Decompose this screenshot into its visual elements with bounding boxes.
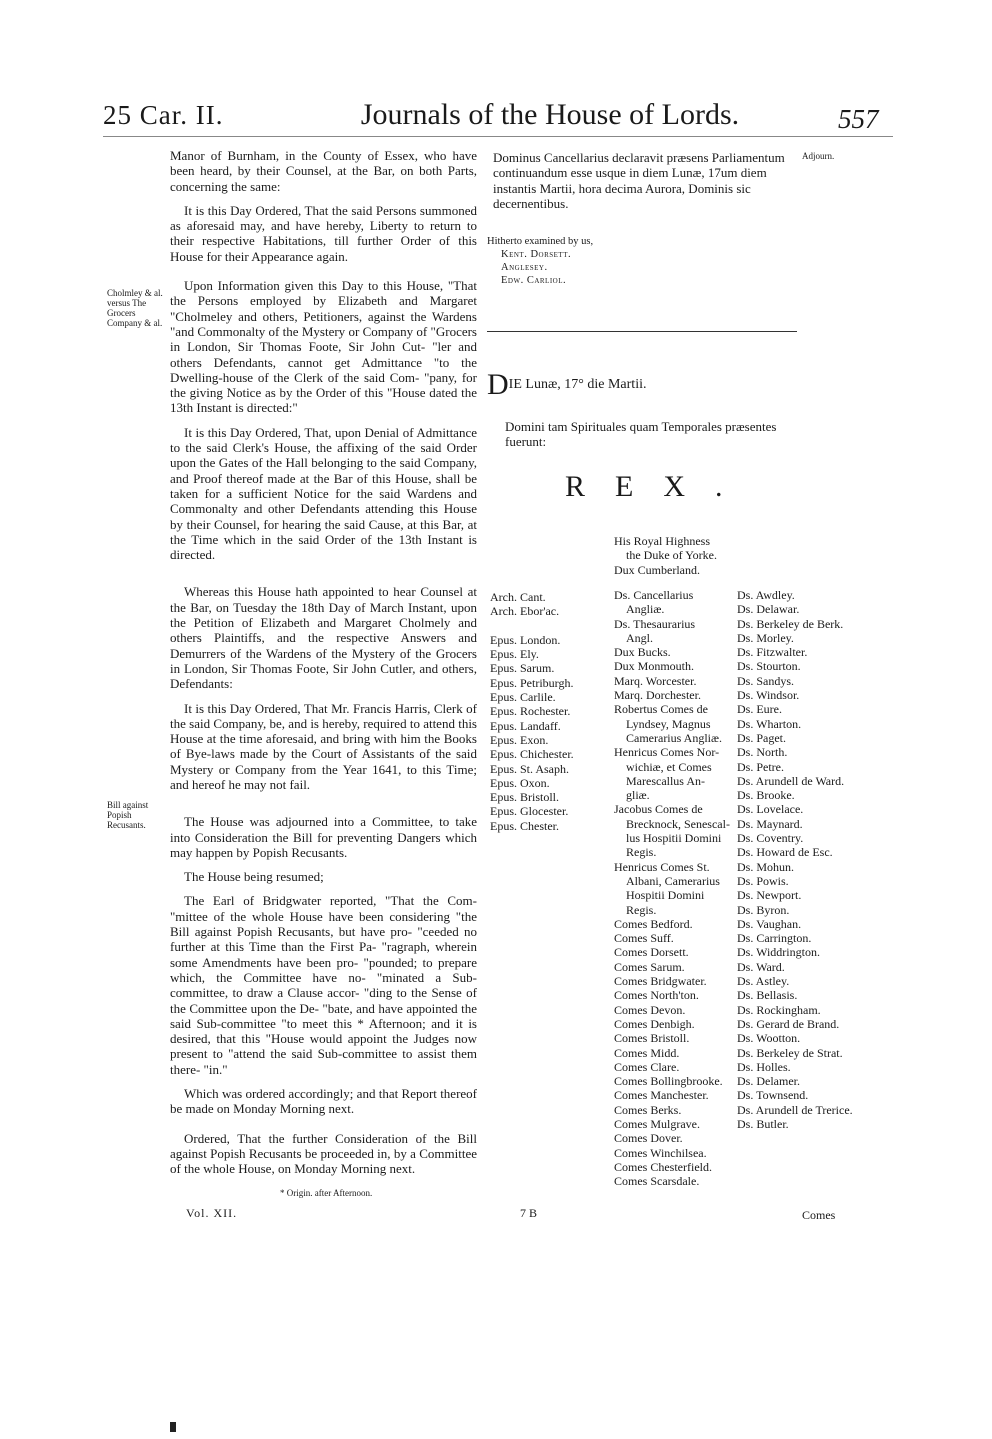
- attendee-line: Arch. Cant.: [490, 590, 546, 604]
- attendee-line: Robertus Comes de: [614, 702, 708, 717]
- paragraph: Ordered, That the further Consideration of the Bill against Popish Recusants be proceeded in, by a Committee of the whole House, on Monday Morning next.: [170, 1130, 477, 1177]
- attendee-line: Epus. Landaff.: [490, 718, 561, 733]
- attendee-line: Epus. Ely.: [490, 647, 539, 662]
- running-head-title: Journals of the House of Lords.: [360, 98, 740, 131]
- officers-earls-list: [614, 588, 739, 1188]
- attendee-line: Angliæ.: [626, 602, 665, 617]
- page-number: 557: [838, 104, 879, 134]
- attendee-line: Comes Bollingbrooke.: [614, 1074, 723, 1089]
- attendee-line: Comes Chesterfield.: [614, 1159, 712, 1174]
- attendee-line: Comes Winchilsea.: [614, 1145, 707, 1160]
- attendee-line: Ds. Delamer.: [737, 1074, 800, 1089]
- attendee-line: Comes Dover.: [614, 1131, 683, 1146]
- running-head-left: 25 Car. II.: [103, 100, 224, 130]
- left-column: [170, 148, 477, 1186]
- attendee-line: Ds. Butler.: [737, 1116, 789, 1131]
- volume-label: Vol. XII.: [186, 1206, 238, 1220]
- attendee-line: Comes Bedford.: [614, 916, 693, 931]
- paragraph: Which was ordered accordingly; and that Report thereof be made on Monday Morning next.: [170, 1086, 477, 1117]
- attendee-line: Ds. Gerard de Brand.: [737, 1016, 840, 1031]
- attendee-line: wichiæ, et Comes: [626, 759, 712, 774]
- attendee-line: Ds. Wootton.: [737, 1031, 801, 1046]
- barons-list: [737, 588, 853, 1131]
- margin-note-bill: Bill against Popish Recusants.: [107, 800, 149, 830]
- attendee-line: Ds. Townsend.: [737, 1088, 809, 1103]
- domini-line: Domini tam Spirituales quam Temporales præsentes fuerunt:: [505, 419, 777, 449]
- attendee-line: Epus. Oxon.: [490, 775, 550, 790]
- attendee-line: [490, 619, 574, 633]
- attendee-line: Epus. St. Asaph.: [490, 761, 570, 776]
- paragraph: The House being resumed;: [184, 869, 324, 885]
- attendee-line: Epus. Carlile.: [490, 690, 556, 705]
- attendee-line: Ds. Eure.: [737, 702, 782, 717]
- attendee-line: Comes Clare.: [614, 1059, 680, 1074]
- footnote: * Origin. after Afternoon.: [280, 1188, 373, 1198]
- attendee-line: Comes Denbigh.: [614, 1016, 695, 1031]
- attendee-line: Ds. Brooke.: [737, 788, 795, 803]
- paragraph: Upon Information given this Day to this House, "That the Persons employed by Elizabeth and Margaret "Cholmeley and others, Petitioners, against the Wardens "and Commonalty of the Mystery or Company of "Grocers in London, Sir Thomas Foote, Sir John Cut- "ler and others Defendants, cannot get Admittance "to the Dwelling-house of the Clerk of the said Com- "pany, for the giving Notice as by the Order of this "House dated the 13th Instant is directed:": [170, 278, 477, 416]
- attendee-line: Ds. Morley.: [737, 630, 794, 645]
- attendee-line: Epus. Bristoll.: [490, 790, 560, 805]
- attendee-line: Dux Monmouth.: [614, 659, 695, 674]
- attendee-line: Comes Midd.: [614, 1045, 680, 1060]
- attendee-line: lus Hospitii Domini: [626, 831, 722, 846]
- attendee-line: Ds. Berkeley de Strat.: [737, 1045, 843, 1060]
- attendee-line: Comes Sarum.: [614, 959, 685, 974]
- attendee-line: the Duke of Yorke.: [626, 548, 717, 563]
- attendee-line: Ds. Powis.: [737, 873, 789, 888]
- attendee-line: Henricus Comes St.: [614, 859, 710, 874]
- attendee-line: Henricus Comes Nor-: [614, 745, 720, 760]
- day-heading: [487, 368, 646, 402]
- drop-cap: D: [487, 368, 509, 401]
- attendee-line: Ds. Wharton.: [737, 716, 802, 731]
- attendee-line: Epus. Chichester.: [490, 747, 574, 762]
- attendee-line: Ds. Howard de Esc.: [737, 845, 833, 860]
- attendee-line: Epus. Glocester.: [490, 804, 569, 819]
- attendee-line: Marq. Dorchester.: [614, 688, 701, 703]
- attendee-line: Epus. Chester.: [490, 818, 559, 833]
- attendee-line: Epus. Petriburgh.: [490, 675, 574, 690]
- paragraph: Manor of Burnham, in the County of Essex, who have been heard, by their Counsel, at the Bar, on both Parts, concerning the same:: [170, 148, 477, 194]
- attendee-line: Ds. Delawar.: [737, 602, 800, 617]
- attendee-line: Epus. Sarum.: [490, 661, 555, 676]
- attendee-line: Ds. Holles.: [737, 1059, 791, 1074]
- attendee-line: Comes Suff.: [614, 931, 674, 946]
- attendee-line: Jacobus Comes de: [614, 802, 703, 817]
- attendee-line: Ds. Byron.: [737, 902, 790, 917]
- attendee-line: Ds. Stourton.: [737, 659, 801, 674]
- attendee-line: Comes Bristoll.: [614, 1031, 690, 1046]
- attendee-line: Ds. Newport.: [737, 888, 802, 903]
- attendee-line: Comes North'ton.: [614, 988, 699, 1003]
- attendee-line: Hospitii Domini: [626, 888, 705, 903]
- paragraph: The House was adjourned into a Committee, to take into Consideration the Bill for preventing Dangers which may happen by Popish Recusants.: [170, 814, 477, 860]
- attendee-line: Ds. Thesaurarius: [614, 616, 696, 631]
- rex-heading: REX.: [565, 470, 753, 503]
- attendee-line: Comes Berks.: [614, 1102, 682, 1117]
- attendee-line: Ds. Petre.: [737, 759, 784, 774]
- day-heading-text: IE Lunæ, 17° die Martii.: [508, 377, 647, 392]
- bishops-list: [490, 590, 574, 833]
- header-rule: [103, 136, 893, 137]
- attendee-line: Dux Cumberland.: [614, 562, 700, 577]
- attendee-line: Comes Manchester.: [614, 1088, 709, 1103]
- examined-intro: Hitherto examined by us,: [487, 236, 594, 247]
- attendee-line: Ds. Awdley.: [737, 588, 795, 602]
- attendee-line: Comes Mulgrave.: [614, 1116, 700, 1131]
- attendee-line: Ds. Windsor.: [737, 688, 800, 703]
- attendee-line: His Royal Highness: [614, 534, 710, 548]
- attendee-line: Ds. Paget.: [737, 730, 786, 745]
- examined-block: [487, 235, 593, 287]
- attendee-line: Ds. Maynard.: [737, 816, 803, 831]
- margin-note-cholmley: Cholmley & al. versus The Grocers Company & al.: [107, 288, 163, 328]
- attendee-line: Marescallus An-: [626, 773, 705, 788]
- attendee-line: gliæ.: [626, 788, 650, 803]
- attendee-line: Albani, Camerarius: [626, 873, 720, 888]
- attendee-line: Ds. Arundell de Ward.: [737, 773, 845, 788]
- attendee-line: Ds. Astley.: [737, 974, 790, 989]
- attendee-line: Ds. Arundell de Trerice.: [737, 1102, 853, 1117]
- attendee-line: Ds. Bellasis.: [737, 988, 798, 1003]
- examiner-name: Edw. Carliol.: [501, 275, 567, 286]
- examiner-name: Anglesey.: [501, 262, 548, 273]
- attendee-line: Epus. Exon.: [490, 732, 549, 747]
- attendee-line: Marq. Worcester.: [614, 673, 697, 688]
- attendee-line: Comes Devon.: [614, 1002, 686, 1017]
- attendee-line: Lyndsey, Magnus: [626, 716, 711, 731]
- catchword: Comes: [802, 1208, 836, 1222]
- attendee-line: Ds. Fitzwalter.: [737, 645, 808, 660]
- attendee-line: Ds. Ward.: [737, 959, 785, 974]
- attendee-line: Comes Bridgwater.: [614, 974, 707, 989]
- attendee-line: Brecknock, Senescal-: [626, 816, 730, 831]
- signature-mark: 7 B: [520, 1206, 538, 1220]
- section-rule: [487, 331, 797, 332]
- adjournment-text: Dominus Cancellarius declaravit præsens Parliamentum continuandum esse usque in diem Lunæ, 17um diem instantis Martii, hora decima Aurora, Dominis sic decernentibus.: [493, 150, 785, 211]
- attendee-line: Camerarius Angliæ.: [626, 730, 722, 745]
- attendee-line: Ds. North.: [737, 745, 788, 760]
- examiner-name: Kent. Dorsett.: [501, 249, 572, 260]
- paragraph: Whereas this House hath appointed to hear Counsel at the Bar, on Tuesday the 18th Day of March Instant, upon the Petition of Elizabeth and Margaret Cholmely and others Plaintiffs, and the respective Answers and Demurrers of the Wardens of the Mystery of the Grocers in London, Sir Thomas Foote, Sir John Cutler, and others, Defendants:: [170, 584, 477, 692]
- attendee-line: Epus. Rochester.: [490, 704, 571, 719]
- royal-list: [614, 534, 717, 577]
- attendee-line: Ds. Cancellarius: [614, 588, 694, 602]
- attendee-line: Ds. Widdrington.: [737, 945, 820, 960]
- margin-note-adjourn: Adjourn.: [802, 151, 835, 161]
- attendee-line: Angl.: [626, 630, 653, 645]
- attendee-line: Ds. Rockingham.: [737, 1002, 821, 1017]
- attendee-line: Ds. Coventry.: [737, 831, 804, 846]
- attendee-line: Ds. Mohun.: [737, 859, 795, 874]
- attendee-line: Ds. Lovelace.: [737, 802, 804, 817]
- attendee-line: Dux Bucks.: [614, 645, 671, 660]
- attendee-line: Ds. Sandys.: [737, 673, 795, 688]
- binding-mark: [170, 1422, 176, 1432]
- attendee-line: Ds. Carrington.: [737, 931, 812, 946]
- attendee-line: Regis.: [626, 902, 657, 917]
- paragraph: It is this Day Ordered, That Mr. Francis Harris, Clerk of the said Company, be, and is hereby, required to attend this House at the time aforesaid, and bring with him the Books of Bye-laws made by the Court of Assistants of the said Mystery or Company from the Year 1641, to this Time; and hereof he may not fail.: [170, 700, 477, 792]
- paragraph: The Earl of Bridgwater reported, "That the Com- "mittee of the whole House have been considering "the Bill against Popish Recusants, but have pro- "ceeded no further at this Time than the First Pa- "ragraph, wherein some Amendments have been pro- "pounded; to prepare which, the Committee have no- "minated a Sub-committee, to draw a Clause accor- "ding to the Sense of the Committee upon the De- "bate, and have appointed the said Sub-committee "to meet this * Afternoon; and it is desired, that this "House would appoint the Judges now present to "attend the said Sub-committee to assist them there- "in.": [170, 893, 477, 1077]
- attendee-line: Ds. Vaughan.: [737, 916, 802, 931]
- attendee-line: Epus. London.: [490, 632, 561, 647]
- paragraph: It is this Day Ordered, That, upon Denial of Admittance to the said Clerk's House, the affixing of the said Order upon the Gates of the Hall belonging to the said Company, and Proof thereof made at the Bar of this House, shall be taken for a sufficient Notice for the said Wardens and Commonalty and other Defendants attending this House by their Counsel, for hearing the said Cause, at this Bar, at the Time which in the said Order of the 13th Instant is directed.: [170, 424, 477, 563]
- attendee-line: Comes Dorsett.: [614, 945, 689, 960]
- attendee-line: Regis.: [626, 845, 657, 860]
- paragraph: It is this Day Ordered, That the said Persons summoned as aforesaid may, and have hereby, Liberty to return to their respective Habitations, till further Order of this House for their Appearance again.: [170, 202, 477, 264]
- attendee-line: Ds. Berkeley de Berk.: [737, 616, 844, 631]
- attendee-line: Comes Scarsdale.: [614, 1174, 700, 1189]
- attendee-line: Arch. Ebor'ac.: [490, 604, 560, 619]
